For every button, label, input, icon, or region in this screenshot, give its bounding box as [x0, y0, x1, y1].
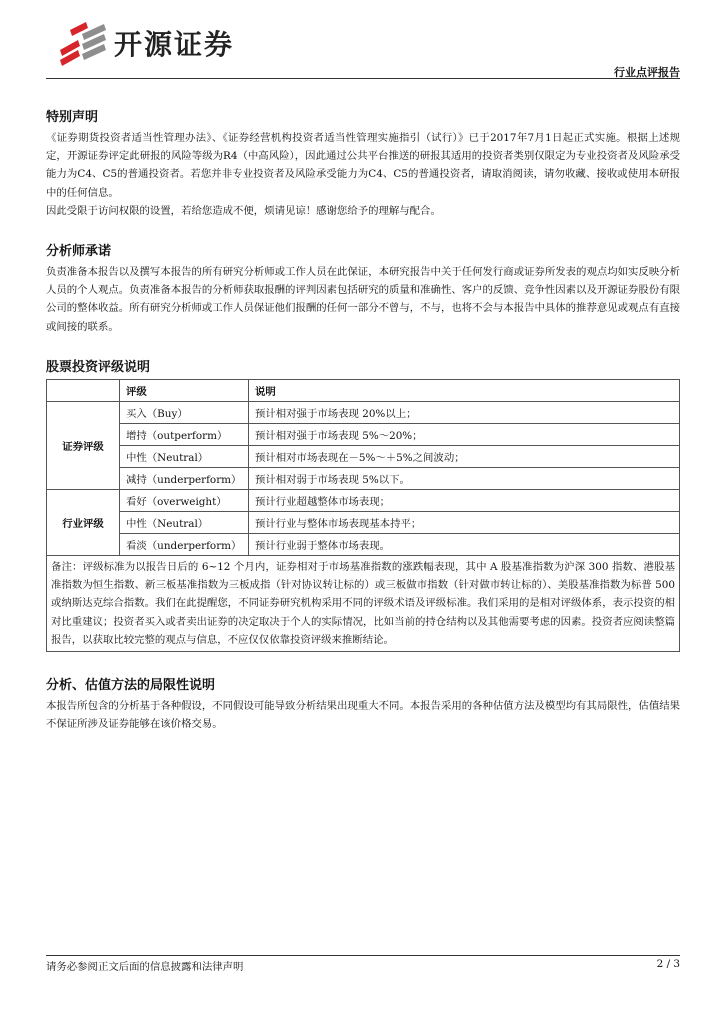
- rating-cell: 看好（overweight）: [120, 490, 249, 512]
- limitations-paragraph: 本报告所包含的分析基于各种假设，不同假设可能导致分析结果出现重大不同。本报告采用的各种估值方法及模型均有其局限性，估值结果不保证所涉及证券能够在该价格交易。: [46, 700, 680, 731]
- special-statement-paragraph-1: 《证券期货投资者适当性管理办法》、《证券经营机构投资者适当性管理实施指引（试行）》已于2017年7月1日起正式实施。根据上述规定，开源证券评定此研报的风险等级为R4（中高风险），因此通过公共平台推送的研报其适用的投资者类别仅限定为专业投资者及风险承受能力为C4、C5的普通投资者。若您并非专业投资者及风险承受能力为C4、C5的普通投资者，请取消阅读，请勿收藏、接收或使用本研报中的任何信息。: [46, 132, 680, 199]
- rating-table: [46, 379, 680, 652]
- table-row: [47, 490, 680, 512]
- kaiyuan-logo-icon: [56, 20, 108, 66]
- desc-cell: 预计行业弱于整体市场表现。: [249, 534, 680, 556]
- rating-cell: 增持（outperform）: [120, 424, 249, 446]
- special-statement-paragraph-2: 因此受限于访问权限的设置，若给您造成不便，烦请见谅！感谢您给予的理解与配合。: [46, 204, 441, 217]
- footer-disclaimer: 请务必参阅正文后面的信息披露和法律声明: [46, 961, 244, 973]
- table-header-row: [47, 380, 680, 402]
- company-logo: [56, 20, 234, 66]
- limitations-section: [46, 674, 680, 733]
- analyst-commitment-paragraph: 负责准备本报告以及撰写本报告的所有研究分析师或工作人员在此保证，本研究报告中关于任何发行商或证券所发表的观点均如实反映分析人员的个人观点。负责准备本报告的分析师获取报酬的评判因素包括研究的质量和准确性、客户的反馈、竞争性因素以及开源证券股份有限公司的整体收益。所有研究分析师或工作人员保证他们报酬的任何一部分不曾与，不与，也将不会与本报告中具体的推荐意见或观点有直接或间接的联系。: [46, 266, 680, 333]
- table-row: [47, 512, 680, 534]
- header-divider: [46, 78, 680, 79]
- rating-title: 股票投资评级说明: [46, 360, 151, 375]
- special-statement-title: 特别声明: [46, 110, 99, 125]
- special-statement-section: [46, 106, 680, 220]
- page-number: 2 / 3: [656, 958, 680, 970]
- analyst-commitment-title: 分析师承诺: [46, 244, 112, 259]
- logo-text: 开源证券: [114, 28, 235, 61]
- group-industry-rating: 行业评级: [47, 490, 120, 556]
- rating-cell: 中性（Neutral）: [120, 512, 249, 534]
- desc-cell: 预计相对强于市场表现 5%～20%；: [249, 424, 680, 446]
- rating-section: [46, 356, 680, 652]
- desc-cell: 预计相对强于市场表现 20%以上；: [249, 402, 680, 424]
- table-row: [47, 402, 680, 424]
- desc-cell: 预计相对弱于市场表现 5%以下。: [249, 468, 680, 490]
- table-header-desc: 说明: [249, 380, 680, 402]
- table-row: [47, 446, 680, 468]
- report-type: 行业点评报告: [614, 66, 680, 79]
- table-note-row: [47, 556, 680, 652]
- table-row: [47, 534, 680, 556]
- table-header-blank: [47, 380, 120, 402]
- rating-cell: 看淡（underperform）: [120, 534, 249, 556]
- analyst-commitment-section: [46, 240, 680, 336]
- limitations-title: 分析、估值方法的局限性说明: [46, 678, 216, 693]
- table-header-rating: 评级: [120, 380, 249, 402]
- group-securities-rating: 证券评级: [47, 402, 120, 490]
- table-row: [47, 424, 680, 446]
- desc-cell: 预计行业超越整体市场表现；: [249, 490, 680, 512]
- rating-cell: 减持（underperform）: [120, 468, 249, 490]
- table-row: [47, 468, 680, 490]
- rating-note: 备注：评级标准为以报告日后的 6~12 个月内，证券相对于市场基准指数的涨跌幅表现，其中 A 股基准指数为沪深 300 指数、港股基准指数为恒生指数、新三板基准指数为三板成指（针对协议转让标的）或三板做市指数（针对做市转让标的）、美股基准指数为标普 500 或纳斯达克综合指数。我们在此提醒您，不同证券研究机构采用不同的评级术语及评级标准。我们采用的是相对评级体系，表示投资的相对比重建议；投资者买入或者卖出证券的决定取决于个人的实际情况，比如当前的持仓结构以及其他需要考虑的因素。投资者应阅读整篇报告，以获取比较完整的观点与信息，不应仅仅依靠投资评级来推断结论。: [47, 556, 680, 652]
- desc-cell: 预计相对市场表现在－5%～＋5%之间波动；: [249, 446, 680, 468]
- footer-divider: [46, 955, 680, 956]
- rating-cell: 中性（Neutral）: [120, 446, 249, 468]
- desc-cell: 预计行业与整体市场表现基本持平；: [249, 512, 680, 534]
- rating-cell: 买入（Buy）: [120, 402, 249, 424]
